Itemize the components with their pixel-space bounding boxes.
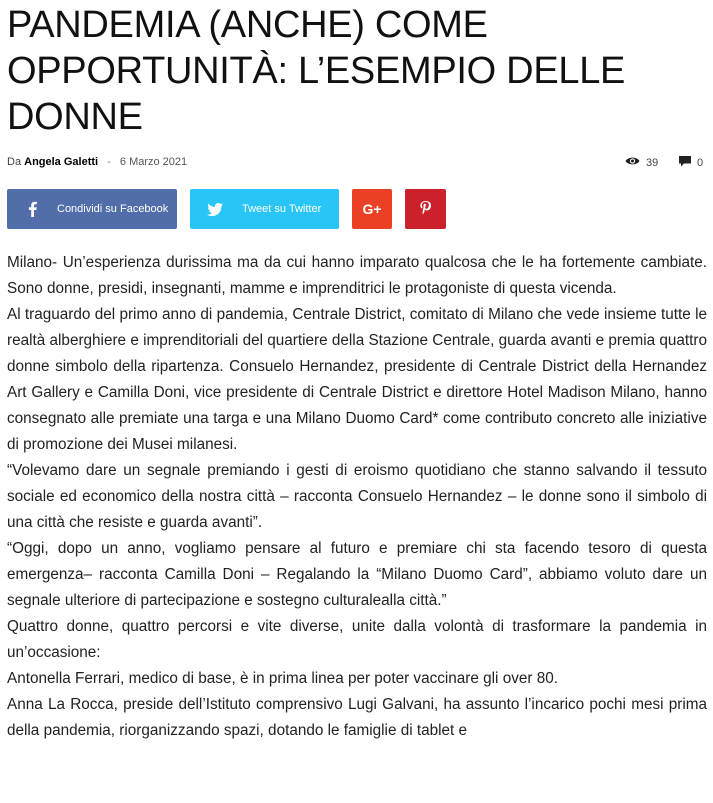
comment-icon [679,156,691,170]
paragraph: “Volevamo dare un segnale premiando i gesti di eroismo quotidiano che stanno salvando il tessuto sociale ed economico della nostra città – racconta Consuelo Hernandez – le donne sono il simbolo di una città che resiste e guarda avanti”. [7,462,707,531]
paragraph: “Oggi, dopo un anno, vogliamo pensare al futuro e premiare chi sta facendo tesoro di questa emergenza– racconta Camilla Doni – Regalando la “Milano Duomo Card”, abbiamo voluto dare un segnale ulteriore di partecipazione e sostegno culturalealla città.” [7,540,707,609]
views-counter [625,156,658,169]
paragraph: Antonella Ferrari, medico di base, è in prima linea per poter vaccinare gli over 80. [7,670,558,687]
author-link[interactable]: Angela Galetti [24,156,99,168]
publish-date: 6 Marzo 2021 [119,156,188,168]
share-facebook-button[interactable] [7,189,177,229]
paragraph: Al traguardo del primo anno di pandemia, Centrale District, comitato di Milano che vede insieme tutte le realtà alberghiere e imprenditoriali del quartiere della Stazione Centrale, guarda avanti e premia quattro donne simbolo della ripartenza. Consuelo Hernandez, presidente di Centrale District della Hernandez Art Gallery e Camilla Doni, vice presidente di Centrale District e direttore Hotel Madison Milano, hanno consegnato alle premiate una targa e una Milano Duomo Card* come contributo concreto alle iniziative di promozione dei Musei milanesi. [7,306,707,453]
byline-separator: - [107,156,111,168]
share-pinterest-button[interactable] [405,189,446,229]
facebook-icon [15,201,49,217]
share-facebook-label: Condividi su Facebook [57,203,169,215]
googleplus-icon: G+ [362,201,382,217]
article-body [7,250,707,744]
paragraph: Quattro donne, quattro percorsi e vite diverse, unite dalla volontà di trasformare la pandemia in un’occasione: [7,618,707,661]
paragraph: Milano- Un’esperienza durissima ma da cui hanno imparato qualcosa che le ha fortemente cambiate. Sono donne, presidi, insegnanti, mamme e imprenditrici le protagoniste di questa vicenda. [7,254,707,297]
share-googleplus-button[interactable] [352,189,392,229]
twitter-icon [198,203,232,216]
share-twitter-button[interactable] [190,189,339,229]
byline-prefix: Da [7,156,22,168]
comments-counter[interactable] [679,156,703,170]
views-count: 39 [646,156,659,169]
article-title: PANDEMIA (ANCHE) COME OPPORTUNITÀ: L’ESEMPIO DELLE DONNE [7,4,626,138]
article-meta [7,156,707,172]
pinterest-icon [420,201,431,218]
comments-count: 0 [697,157,704,169]
share-twitter-label: Tweet su Twitter [242,203,322,215]
paragraph: Anna La Rocca, preside dell’Istituto comprensivo Lugi Galvani, ha assunto l’incarico pochi mesi prima della pandemia, riorganizzando spazi, dotando le famiglie di tablet e [7,696,707,739]
byline [7,156,187,168]
eye-icon [625,156,640,169]
